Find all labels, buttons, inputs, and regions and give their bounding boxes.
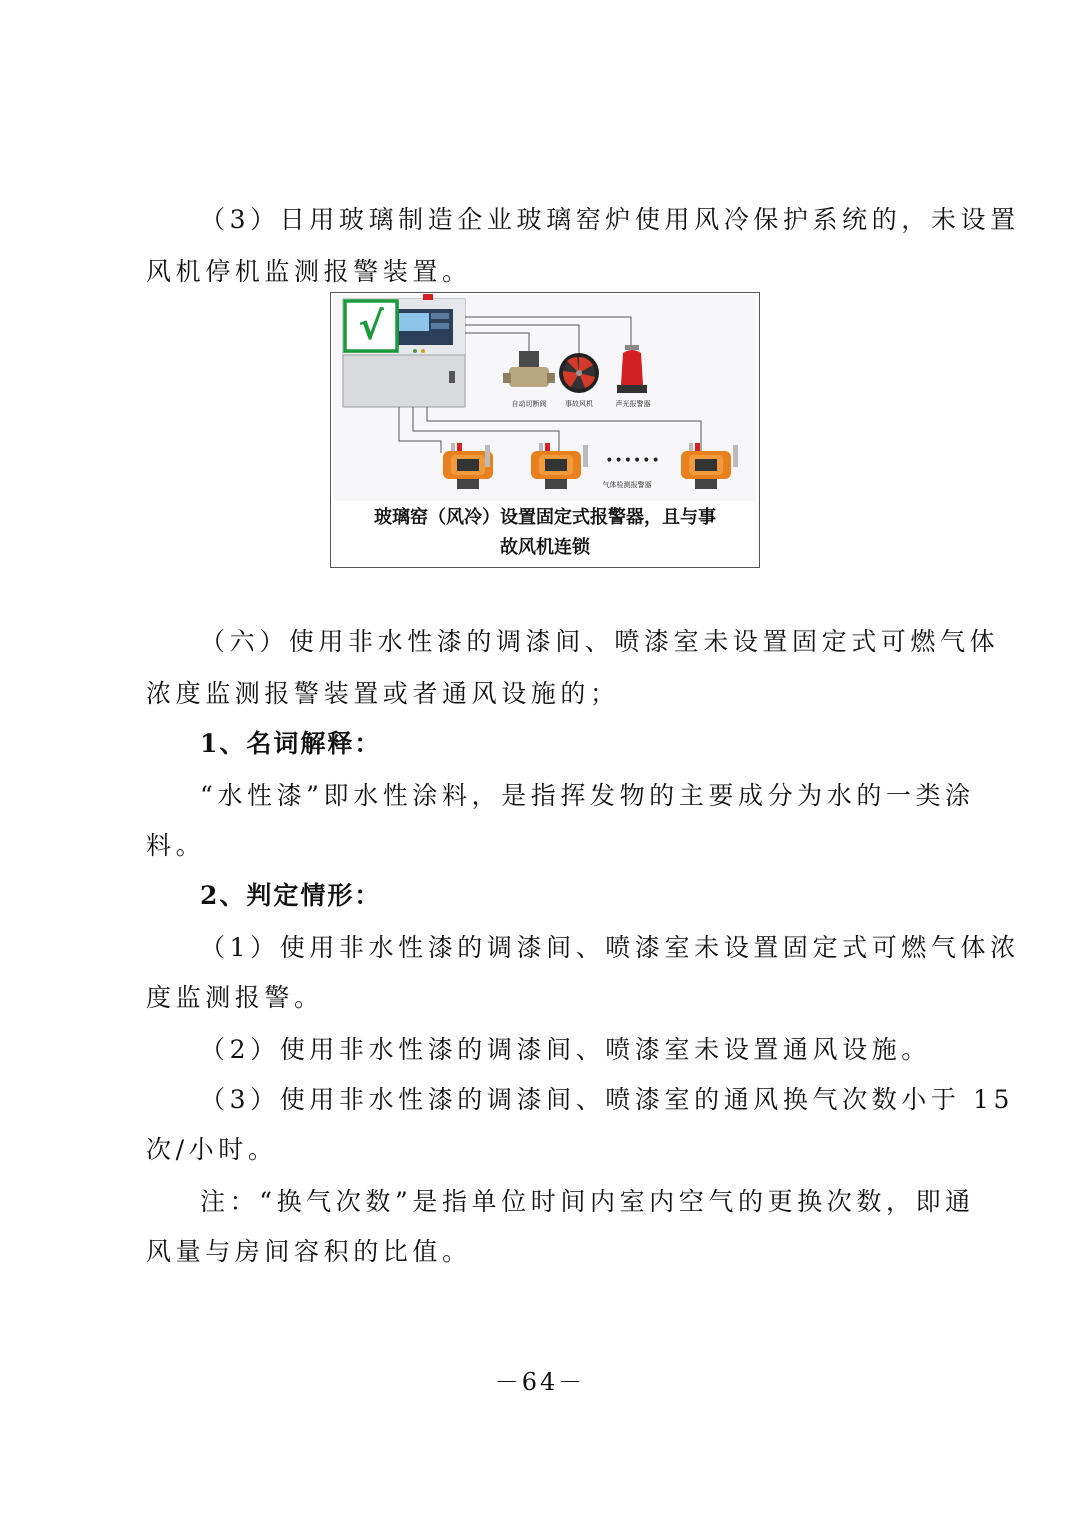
alarm-system-diagram — [331, 293, 758, 505]
section-six-line-1: （六）使用非水性漆的调漆间、喷漆室未设置固定式可燃气体 — [200, 627, 1000, 656]
alarm-system-figure — [330, 292, 760, 568]
page-number: －64－ — [494, 1368, 586, 1396]
paragraph-3-line-1: （3）日用玻璃制造企业玻璃窑炉使用风冷保护系统的，未设置 — [200, 205, 1020, 234]
check-mark-icon: √ — [358, 304, 384, 348]
siren-label: 声光报警器 — [615, 400, 651, 408]
criterion-2: （2）使用非水性漆的调漆间、喷漆室未设置通风设施。 — [200, 1035, 931, 1064]
fan-label: 事故风机 — [565, 400, 593, 408]
note-line-2: 风量与房间容积的比值。 — [146, 1237, 472, 1266]
valve-label: 自动切断阀 — [511, 400, 547, 408]
heading-terms: 1、名词解释： — [200, 729, 382, 758]
criterion-3-line-1: （3）使用非水性漆的调漆间、喷漆室的通风换气次数小于 15 — [200, 1085, 1015, 1114]
figure-caption-line-2: 故风机连锁 — [500, 537, 590, 558]
definition-line-1: “水性漆”即水性涂料，是指挥发物的主要成分为水的一类涂 — [200, 781, 975, 810]
definition-line-2: 料。 — [146, 831, 206, 860]
criterion-1-line-1: （1）使用非水性漆的调漆间、喷漆室未设置固定式可燃气体浓 — [200, 933, 1020, 962]
detector-label: 气体检测报警器 — [602, 481, 652, 489]
figure-caption — [331, 503, 759, 563]
figure-caption-line-1: 玻璃窑（风冷）设置固定式报警器，且与事 — [374, 507, 716, 528]
criterion-3-line-2: 次/小时。 — [146, 1135, 278, 1164]
section-six-line-2: 浓度监测报警装置或者通风设施的； — [146, 679, 620, 708]
note-line-1: 注：“换气次数”是指单位时间内室内空气的更换次数，即通 — [200, 1187, 975, 1216]
ellipsis-dots: •••••• — [605, 453, 661, 469]
heading-criteria: 2、判定情形： — [200, 881, 382, 910]
fan-icon — [559, 353, 599, 393]
criterion-1-line-2: 度监测报警。 — [146, 983, 324, 1012]
paragraph-3-line-2: 风机停机监测报警装置。 — [146, 257, 472, 286]
